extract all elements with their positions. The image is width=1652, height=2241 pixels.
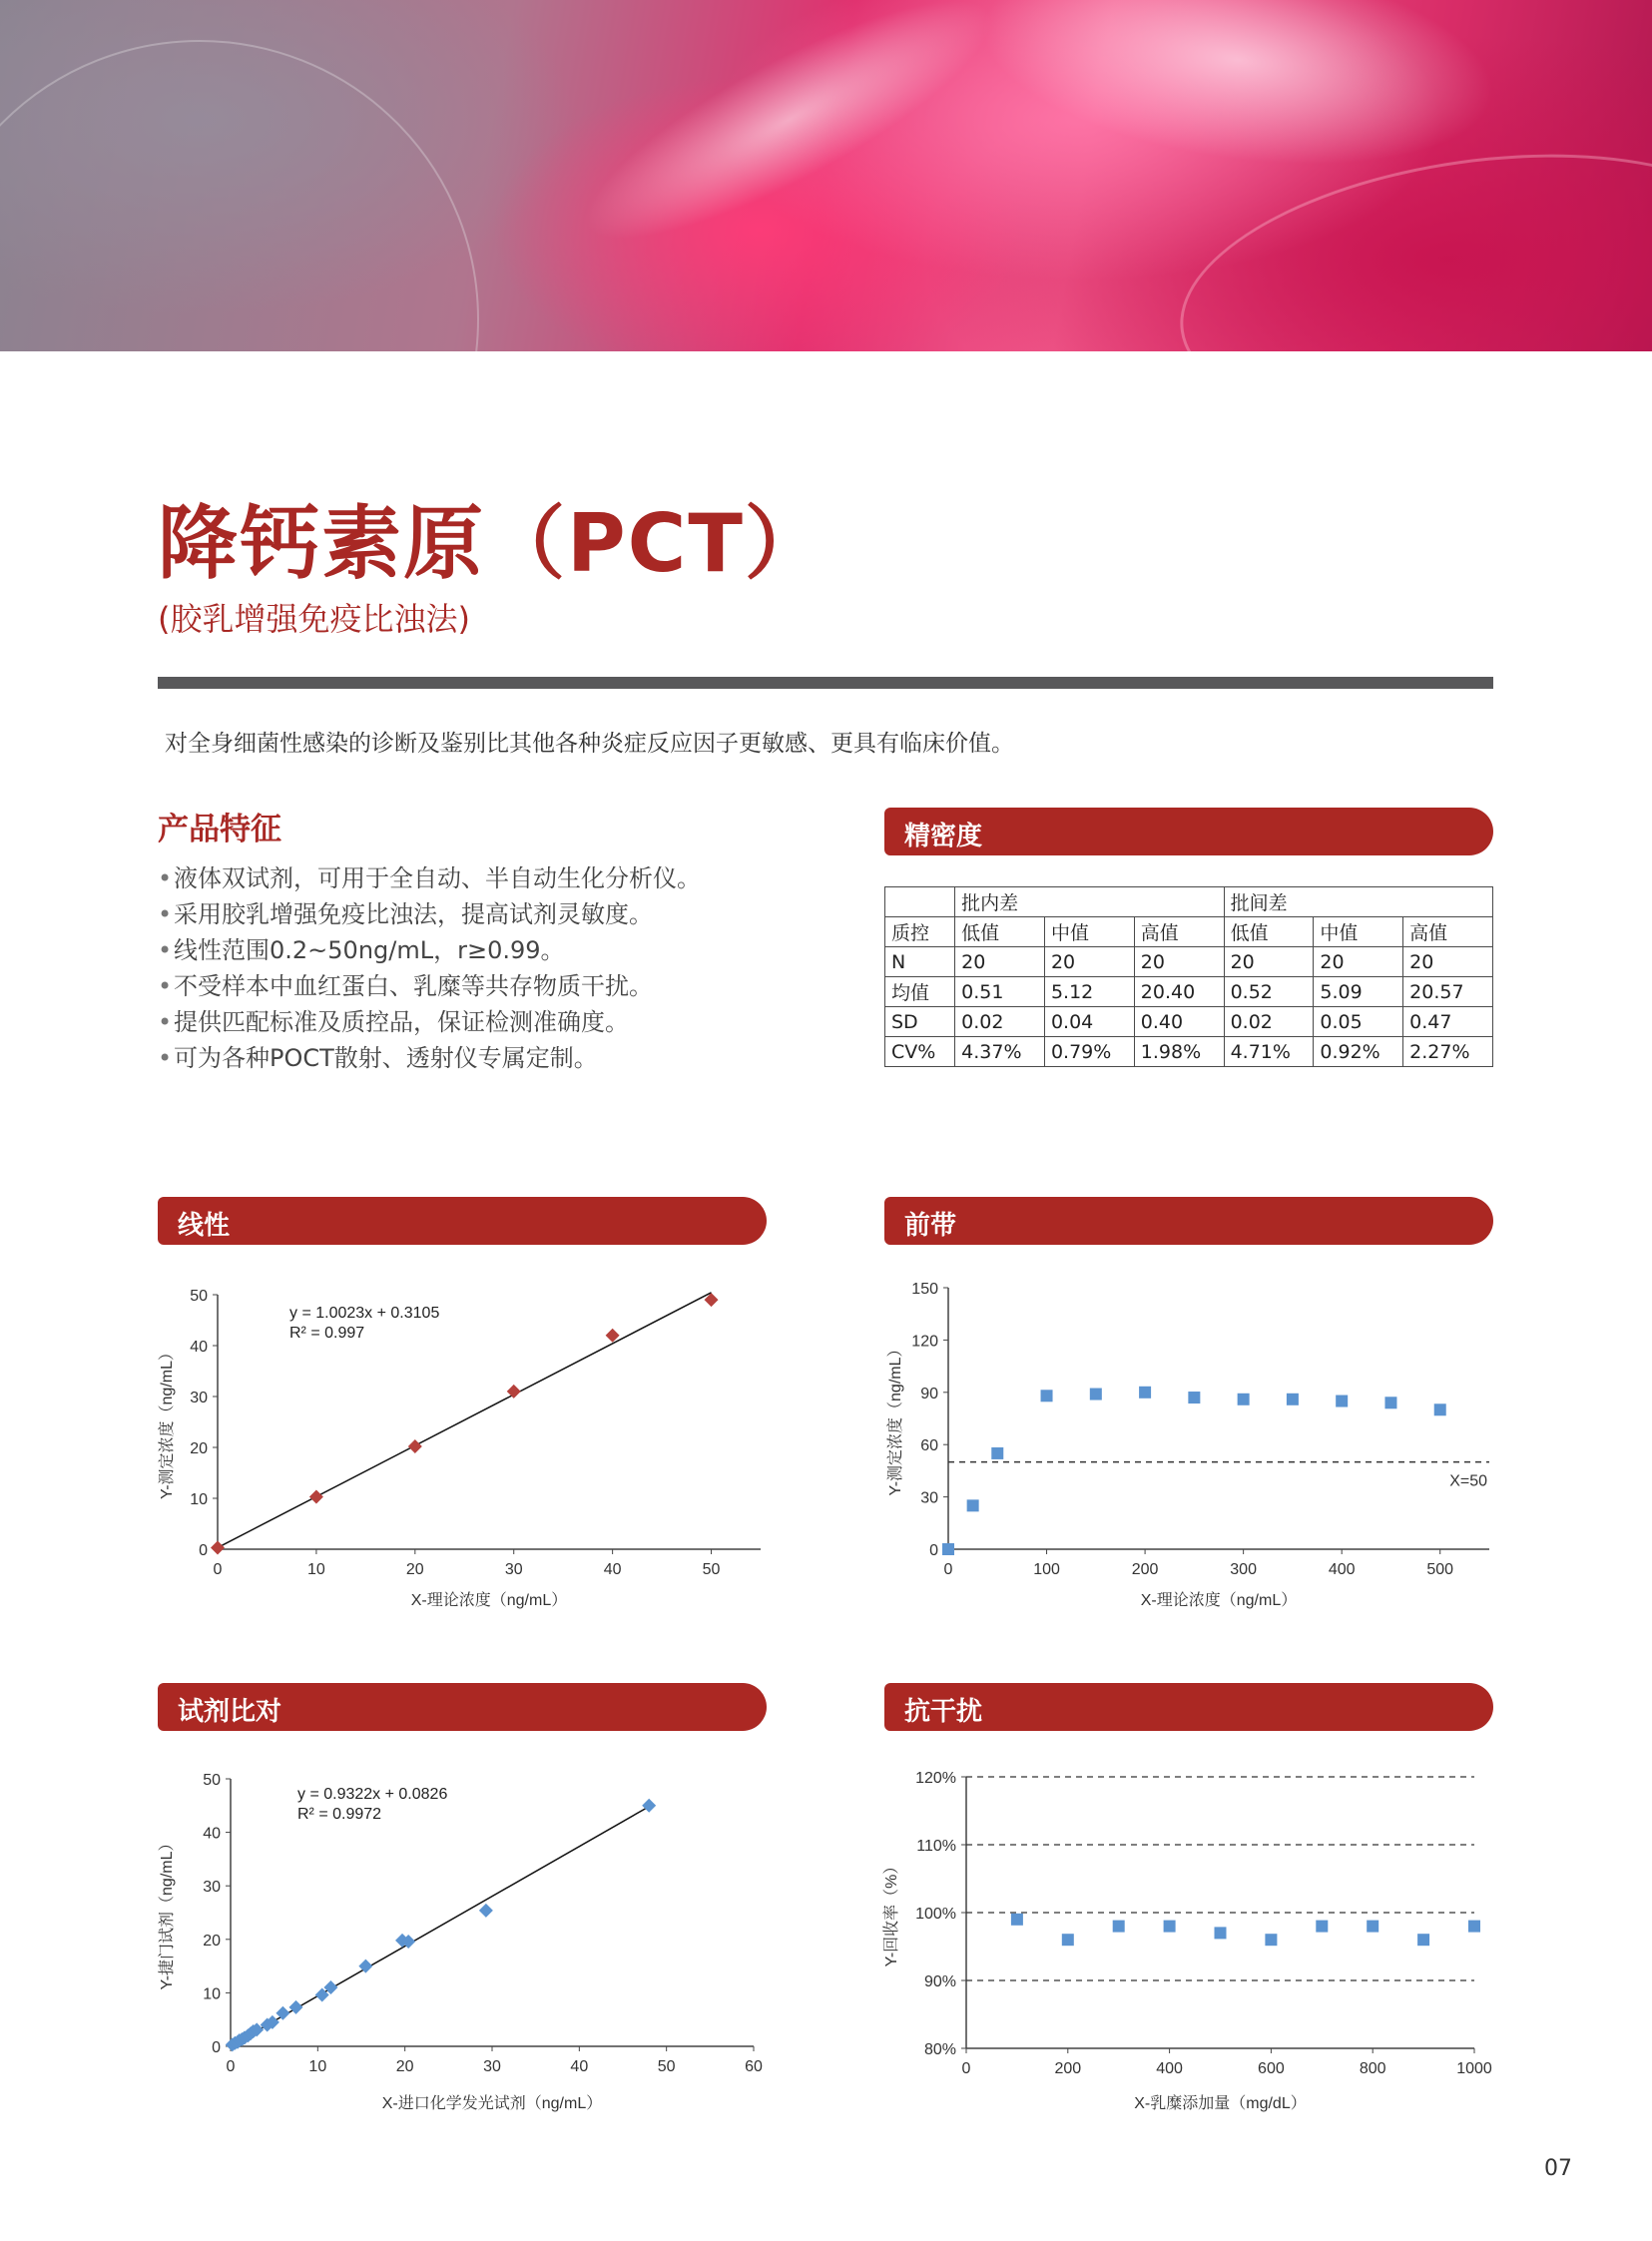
data-point bbox=[967, 1499, 979, 1511]
table-group-header: 批内差 bbox=[955, 887, 1224, 917]
x-tick-label: 20 bbox=[405, 1561, 424, 1578]
table-cell: 20 bbox=[1403, 947, 1493, 977]
x-tick-label: 40 bbox=[603, 1561, 622, 1578]
title-divider bbox=[158, 677, 1493, 689]
table-row bbox=[885, 977, 1493, 1007]
y-tick-label: 20 bbox=[190, 1440, 208, 1457]
x-tick-label: 200 bbox=[1131, 1561, 1159, 1578]
table-cell: 0.04 bbox=[1044, 1007, 1134, 1037]
x-tick-label: 30 bbox=[483, 2058, 501, 2075]
data-point bbox=[642, 1799, 656, 1813]
y-tick-label: 120 bbox=[911, 1333, 938, 1351]
table-cell: 5.12 bbox=[1044, 977, 1134, 1007]
interference-heading: 抗干扰 bbox=[904, 1697, 983, 1727]
table-header-cell: 高值 bbox=[1403, 917, 1493, 947]
table-cell: 20.40 bbox=[1134, 977, 1224, 1007]
interference-chart bbox=[878, 1757, 1497, 2126]
table-row bbox=[885, 917, 1493, 947]
data-point bbox=[1215, 1927, 1227, 1939]
table-header-cell: 低值 bbox=[955, 917, 1045, 947]
x-tick-label: 0 bbox=[961, 2060, 971, 2077]
x-axis-label: X-乳糜添加量（mg/dL） bbox=[1134, 2095, 1307, 2112]
data-point bbox=[1384, 1397, 1396, 1408]
y-axis-label: Y-测定浓度（ng/mL） bbox=[159, 1344, 176, 1500]
data-point bbox=[1336, 1396, 1348, 1407]
linearity-chart bbox=[150, 1268, 779, 1627]
y-tick-label: 90% bbox=[923, 1973, 956, 1990]
x-axis-label: X-进口化学发光试剂（ng/mL） bbox=[381, 2095, 603, 2112]
x-tick-label: 20 bbox=[395, 2058, 414, 2075]
feature-item: •液体双试剂，可用于全自动、半自动生化分析仪。 bbox=[158, 864, 701, 892]
x-tick-label: 60 bbox=[745, 2058, 763, 2075]
y-tick-label: 0 bbox=[212, 2039, 221, 2056]
data-point bbox=[408, 1439, 422, 1453]
features-heading: 产品特征 bbox=[158, 812, 281, 847]
data-point bbox=[1041, 1390, 1053, 1401]
data-point bbox=[1238, 1394, 1250, 1405]
x-tick-label: 50 bbox=[657, 2058, 676, 2075]
reference-line-label: X=50 bbox=[1449, 1472, 1487, 1490]
y-tick-label: 120% bbox=[915, 1770, 956, 1787]
table-row bbox=[885, 887, 1493, 917]
data-point bbox=[1434, 1403, 1446, 1415]
y-tick-label: 50 bbox=[190, 1288, 208, 1305]
table-row bbox=[885, 1037, 1493, 1067]
y-tick-label: 10 bbox=[203, 1985, 221, 2003]
features-list bbox=[158, 860, 701, 1076]
table-header-cell: 质控 bbox=[885, 917, 955, 947]
y-tick-label: 110% bbox=[916, 1838, 956, 1855]
table-cell: 0.51 bbox=[955, 977, 1045, 1007]
table-row bbox=[885, 1007, 1493, 1037]
y-tick-label: 100% bbox=[915, 1906, 956, 1923]
feature-item: •线性范围0.2~50ng/mL，r≥0.99。 bbox=[158, 936, 565, 964]
table-cell: 0.02 bbox=[955, 1007, 1045, 1037]
data-point bbox=[1062, 1934, 1074, 1946]
table-cell: 0.79% bbox=[1044, 1037, 1134, 1067]
table-row bbox=[885, 947, 1493, 977]
table-cell: 0.47 bbox=[1403, 1007, 1493, 1037]
data-point bbox=[1139, 1387, 1151, 1399]
data-point bbox=[211, 1540, 225, 1554]
table-cell: 均值 bbox=[885, 977, 955, 1007]
table-cell: 0.40 bbox=[1134, 1007, 1224, 1037]
y-tick-label: 10 bbox=[190, 1491, 208, 1508]
data-point bbox=[1417, 1934, 1429, 1946]
x-tick-label: 200 bbox=[1054, 2060, 1082, 2077]
y-tick-label: 40 bbox=[203, 1825, 221, 1843]
feature-item: •采用胶乳增强免疫比浊法，提高试剂灵敏度。 bbox=[158, 900, 653, 928]
x-tick-label: 100 bbox=[1033, 1561, 1060, 1578]
x-tick-label: 10 bbox=[308, 2058, 327, 2075]
table-cell: SD bbox=[885, 1007, 955, 1037]
precision-heading: 精密度 bbox=[904, 822, 983, 851]
x-tick-label: 0 bbox=[213, 1561, 223, 1578]
precision-heading-bar bbox=[884, 808, 1493, 855]
y-tick-label: 0 bbox=[199, 1542, 208, 1559]
data-point bbox=[1090, 1389, 1102, 1401]
data-point bbox=[1265, 1934, 1277, 1946]
page-subtitle: (胶乳增强免疫比浊法) bbox=[158, 600, 470, 638]
linearity-heading-bar bbox=[158, 1197, 767, 1245]
x-tick-label: 400 bbox=[1156, 2060, 1183, 2077]
table-cell: 20 bbox=[1044, 947, 1134, 977]
comparison-chart bbox=[150, 1757, 779, 2126]
interference-heading-bar bbox=[884, 1683, 1493, 1731]
table-cell: 0.05 bbox=[1314, 1007, 1403, 1037]
data-point bbox=[289, 2000, 303, 2014]
table-cell: 20 bbox=[1314, 947, 1403, 977]
data-point bbox=[1367, 1921, 1378, 1933]
feature-item: •提供匹配标准及质控品，保证检测准确度。 bbox=[158, 1008, 629, 1036]
data-point bbox=[1316, 1921, 1328, 1933]
comparison-heading: 试剂比对 bbox=[178, 1697, 282, 1727]
table-cell: 20 bbox=[955, 947, 1045, 977]
hero-banner-image bbox=[0, 0, 1652, 351]
y-tick-label: 80% bbox=[923, 2041, 956, 2058]
table-cell: 20 bbox=[1224, 947, 1314, 977]
data-point bbox=[479, 1904, 493, 1918]
prozone-heading-bar bbox=[884, 1197, 1493, 1245]
table-cell: 4.71% bbox=[1224, 1037, 1314, 1067]
page-number: 07 bbox=[1544, 2156, 1572, 2181]
table-cell: CV% bbox=[885, 1037, 955, 1067]
table-header-cell: 高值 bbox=[1134, 917, 1224, 947]
data-point bbox=[1011, 1914, 1023, 1926]
y-tick-label: 60 bbox=[920, 1437, 938, 1455]
comparison-heading-bar bbox=[158, 1683, 767, 1731]
y-tick-label: 90 bbox=[920, 1385, 938, 1402]
y-tick-label: 40 bbox=[190, 1339, 208, 1356]
table-header-cell: 中值 bbox=[1044, 917, 1134, 947]
table-cell: 2.27% bbox=[1403, 1037, 1493, 1067]
x-tick-label: 1000 bbox=[1456, 2060, 1492, 2077]
x-axis-label: X-理论浓度（ng/mL） bbox=[1140, 1592, 1298, 1609]
table-cell: 0.02 bbox=[1224, 1007, 1314, 1037]
trendline-equation: y = 0.9322x + 0.0826 bbox=[297, 1786, 448, 1803]
y-tick-label: 20 bbox=[203, 1932, 221, 1950]
x-tick-label: 300 bbox=[1230, 1561, 1257, 1578]
x-tick-label: 0 bbox=[943, 1561, 953, 1578]
data-point bbox=[1468, 1921, 1480, 1933]
data-point bbox=[991, 1447, 1003, 1459]
data-point bbox=[1164, 1921, 1176, 1933]
y-axis-label: Y-测定浓度（ng/mL） bbox=[887, 1341, 904, 1496]
table-cell bbox=[885, 887, 955, 917]
data-point bbox=[1188, 1392, 1200, 1403]
y-tick-label: 150 bbox=[911, 1281, 938, 1298]
y-tick-label: 30 bbox=[920, 1489, 938, 1507]
x-tick-label: 0 bbox=[226, 2058, 236, 2075]
feature-item: •可为各种POCT散射、透射仪专属定制。 bbox=[158, 1044, 598, 1072]
x-tick-label: 50 bbox=[702, 1561, 721, 1578]
table-cell: 4.37% bbox=[955, 1037, 1045, 1067]
x-tick-label: 800 bbox=[1359, 2060, 1386, 2077]
page-title: 降钙素原（PCT） bbox=[158, 497, 826, 590]
table-cell: 20.57 bbox=[1403, 977, 1493, 1007]
y-tick-label: 0 bbox=[929, 1542, 938, 1559]
intro-text: 对全身细菌性感染的诊断及鉴别比其他各种炎症反应因子更敏感、更具有临床价值。 bbox=[165, 731, 1014, 757]
trendline-equation: y = 1.0023x + 0.3105 bbox=[289, 1305, 440, 1322]
feature-item: •不受样本中血红蛋白、乳糜等共存物质干扰。 bbox=[158, 972, 653, 1000]
x-axis-label: X-理论浓度（ng/mL） bbox=[410, 1592, 568, 1609]
table-cell: 0.52 bbox=[1224, 977, 1314, 1007]
data-point bbox=[1287, 1394, 1299, 1405]
table-cell: N bbox=[885, 947, 955, 977]
x-tick-label: 30 bbox=[504, 1561, 523, 1578]
x-tick-label: 600 bbox=[1258, 2060, 1285, 2077]
table-header-cell: 低值 bbox=[1224, 917, 1314, 947]
x-tick-label: 40 bbox=[570, 2058, 589, 2075]
y-axis-label: Y-回收率（%） bbox=[883, 1858, 900, 1967]
y-tick-label: 30 bbox=[190, 1390, 208, 1406]
data-point bbox=[942, 1543, 954, 1555]
y-axis-label: Y-捷门试剂（ng/mL） bbox=[159, 1835, 176, 1990]
y-tick-label: 50 bbox=[203, 1772, 221, 1789]
data-point bbox=[1113, 1921, 1125, 1933]
x-tick-label: 500 bbox=[1426, 1561, 1454, 1578]
y-tick-label: 30 bbox=[203, 1879, 221, 1897]
x-tick-label: 10 bbox=[307, 1561, 325, 1578]
linearity-heading: 线性 bbox=[178, 1211, 231, 1241]
precision-table bbox=[884, 886, 1493, 1067]
r-squared-label: R² = 0.9972 bbox=[297, 1806, 382, 1823]
table-cell: 5.09 bbox=[1314, 977, 1403, 1007]
table-cell: 1.98% bbox=[1134, 1037, 1224, 1067]
table-cell: 0.92% bbox=[1314, 1037, 1403, 1067]
prozone-chart bbox=[878, 1268, 1497, 1627]
table-header-cell: 中值 bbox=[1314, 917, 1403, 947]
table-group-header: 批间差 bbox=[1224, 887, 1492, 917]
x-tick-label: 400 bbox=[1328, 1561, 1356, 1578]
data-point bbox=[309, 1489, 323, 1503]
prozone-heading: 前带 bbox=[904, 1211, 957, 1241]
r-squared-label: R² = 0.997 bbox=[289, 1325, 365, 1342]
table-cell: 20 bbox=[1134, 947, 1224, 977]
